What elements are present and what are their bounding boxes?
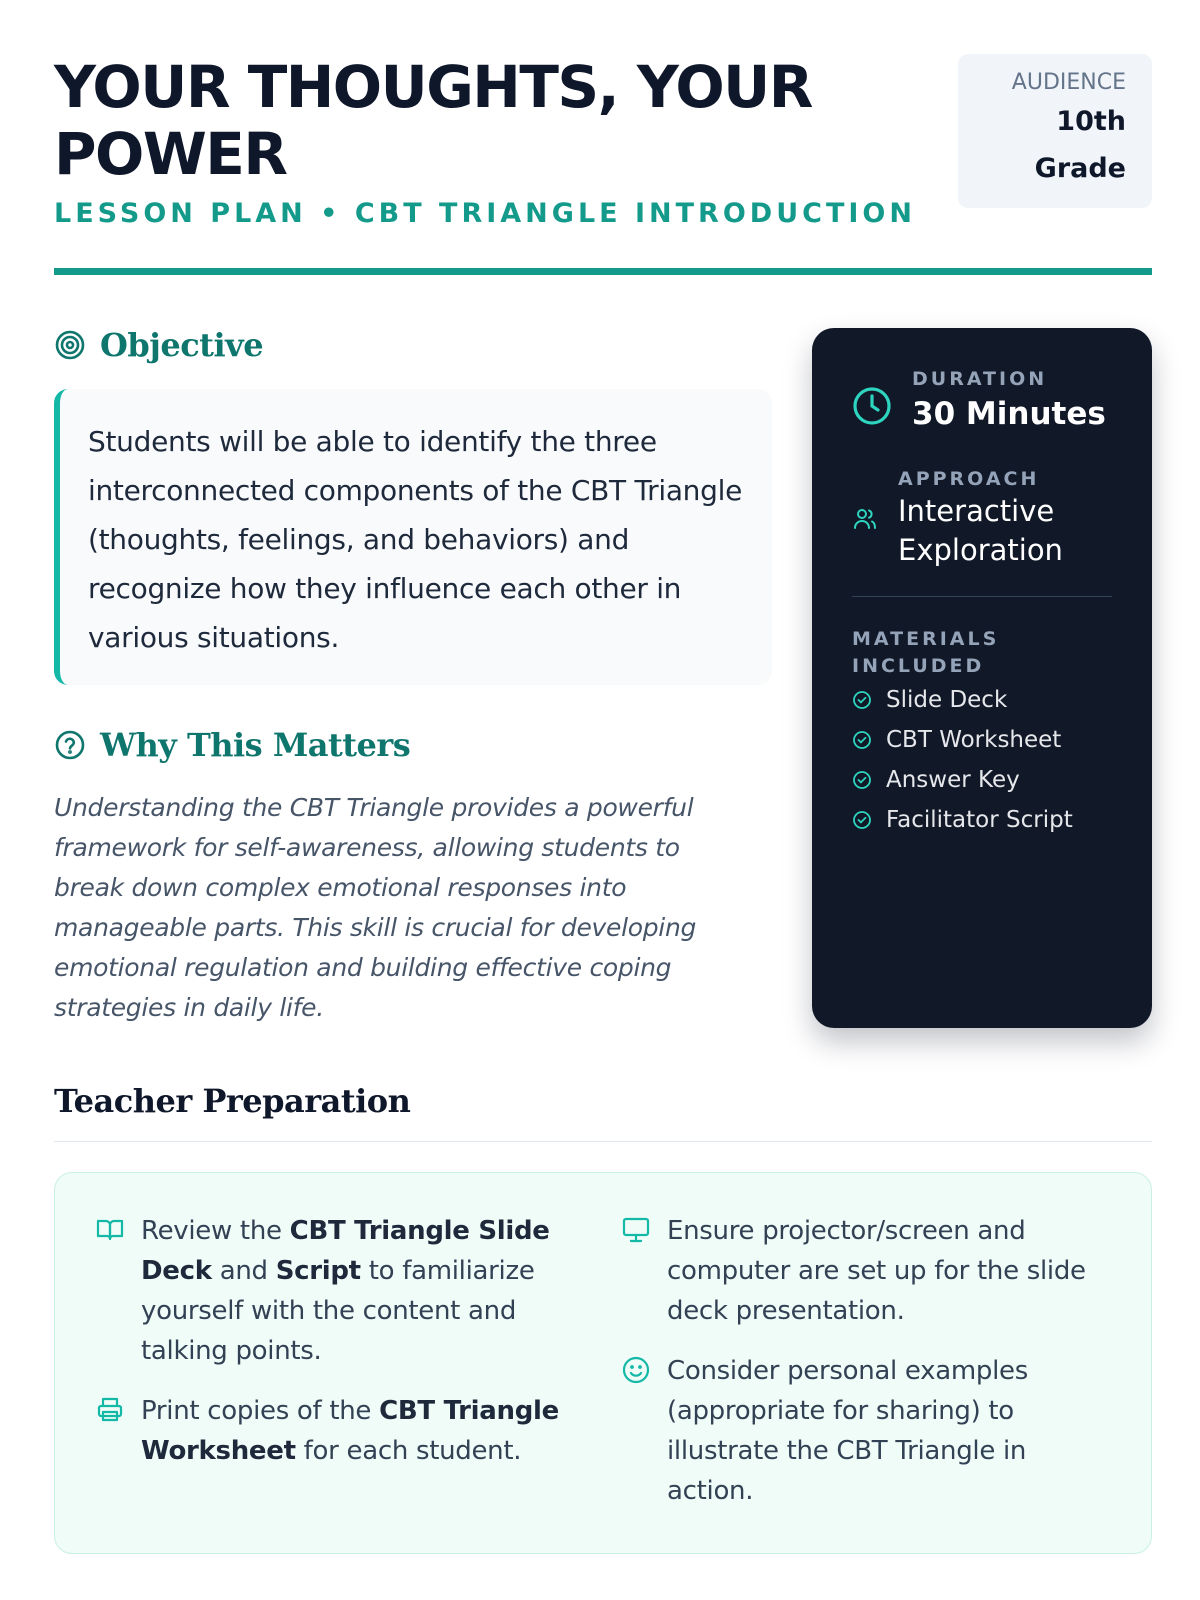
duration-label: DURATION (912, 368, 1048, 390)
users-icon (852, 506, 878, 537)
duration-block (912, 368, 1106, 432)
check-circle-icon (852, 690, 872, 710)
info-divider (852, 596, 1112, 597)
materials-label: MATERIALS INCLUDED (852, 628, 1000, 677)
target-icon (54, 329, 86, 361)
page-title: YOUR THOUGHTS, YOUR POWER (54, 53, 812, 188)
duration-value: 30 Minutes (912, 396, 1106, 432)
materials-item (852, 760, 1073, 800)
prep-item-text: Ensure projector/screen and computer are set up for the slide deck presentation. (667, 1216, 1086, 1326)
check-circle-icon (852, 730, 872, 750)
monitor-icon (621, 1215, 651, 1245)
why-heading (54, 725, 410, 765)
prep-divider (54, 1141, 1152, 1142)
lesson-plan-page (54, 0, 1152, 1600)
approach-value: Interactive Exploration (898, 494, 1063, 567)
prep-item (621, 1211, 1091, 1331)
audience-value-line1: 10th (1056, 106, 1126, 137)
check-circle-icon (852, 770, 872, 790)
prep-item-text: Print copies of the CBT Triangle Worksheet for each student. (141, 1396, 559, 1466)
materials-list (852, 680, 1073, 840)
audience-badge (958, 54, 1152, 208)
help-circle-icon (54, 729, 86, 761)
materials-item (852, 720, 1073, 760)
materials-item (852, 680, 1073, 720)
audience-label: AUDIENCE (1011, 70, 1126, 95)
prep-item-text: Consider personal examples (appropriate for sharing) to illustrate the CBT Triangle in action. (667, 1356, 1028, 1506)
audience-value-line2: Grade (1034, 153, 1126, 184)
approach-label: APPROACH (898, 468, 1040, 490)
clock-icon (852, 386, 892, 431)
prep-item-text: Review the CBT Triangle Slide Deck and Script to familiarize yourself with the content and talking points. (141, 1216, 550, 1366)
objective-heading (54, 325, 263, 365)
book-open-icon (95, 1215, 125, 1245)
materials-item-label: Facilitator Script (886, 807, 1073, 833)
objective-box (54, 389, 772, 685)
objective-text: Students will be able to identify the three interconnected components of the CBT Triangle (thoughts, feelings, and behaviors) and recognize how they influence each other in various situations. (88, 425, 743, 654)
materials-item-label: Slide Deck (886, 687, 1008, 713)
check-circle-icon (852, 810, 872, 830)
prep-box (54, 1172, 1152, 1554)
objective-heading-label: Objective (100, 326, 264, 364)
header (54, 54, 1152, 276)
printer-icon (95, 1395, 125, 1425)
prep-heading: Teacher Preparation (54, 1082, 411, 1120)
why-heading-label: Why This Matters (100, 726, 411, 764)
header-divider (54, 268, 1152, 275)
prep-item (95, 1211, 565, 1371)
materials-item-label: CBT Worksheet (886, 727, 1062, 753)
prep-item (621, 1351, 1091, 1511)
materials-item-label: Answer Key (886, 767, 1020, 793)
approach-block (898, 468, 1098, 570)
prep-item (95, 1391, 565, 1471)
info-card (812, 328, 1152, 1028)
materials-item (852, 800, 1073, 840)
smile-icon (621, 1355, 651, 1385)
page-subtitle: LESSON PLAN • CBT TRIANGLE INTRODUCTION (54, 198, 916, 229)
why-text: Understanding the CBT Triangle provides a powerful framework for self-awareness, allowing students to break down complex emotional responses into manageable parts. This skill is crucial for developing emotional regulation and building effective coping strategies in daily life. (54, 793, 697, 1022)
